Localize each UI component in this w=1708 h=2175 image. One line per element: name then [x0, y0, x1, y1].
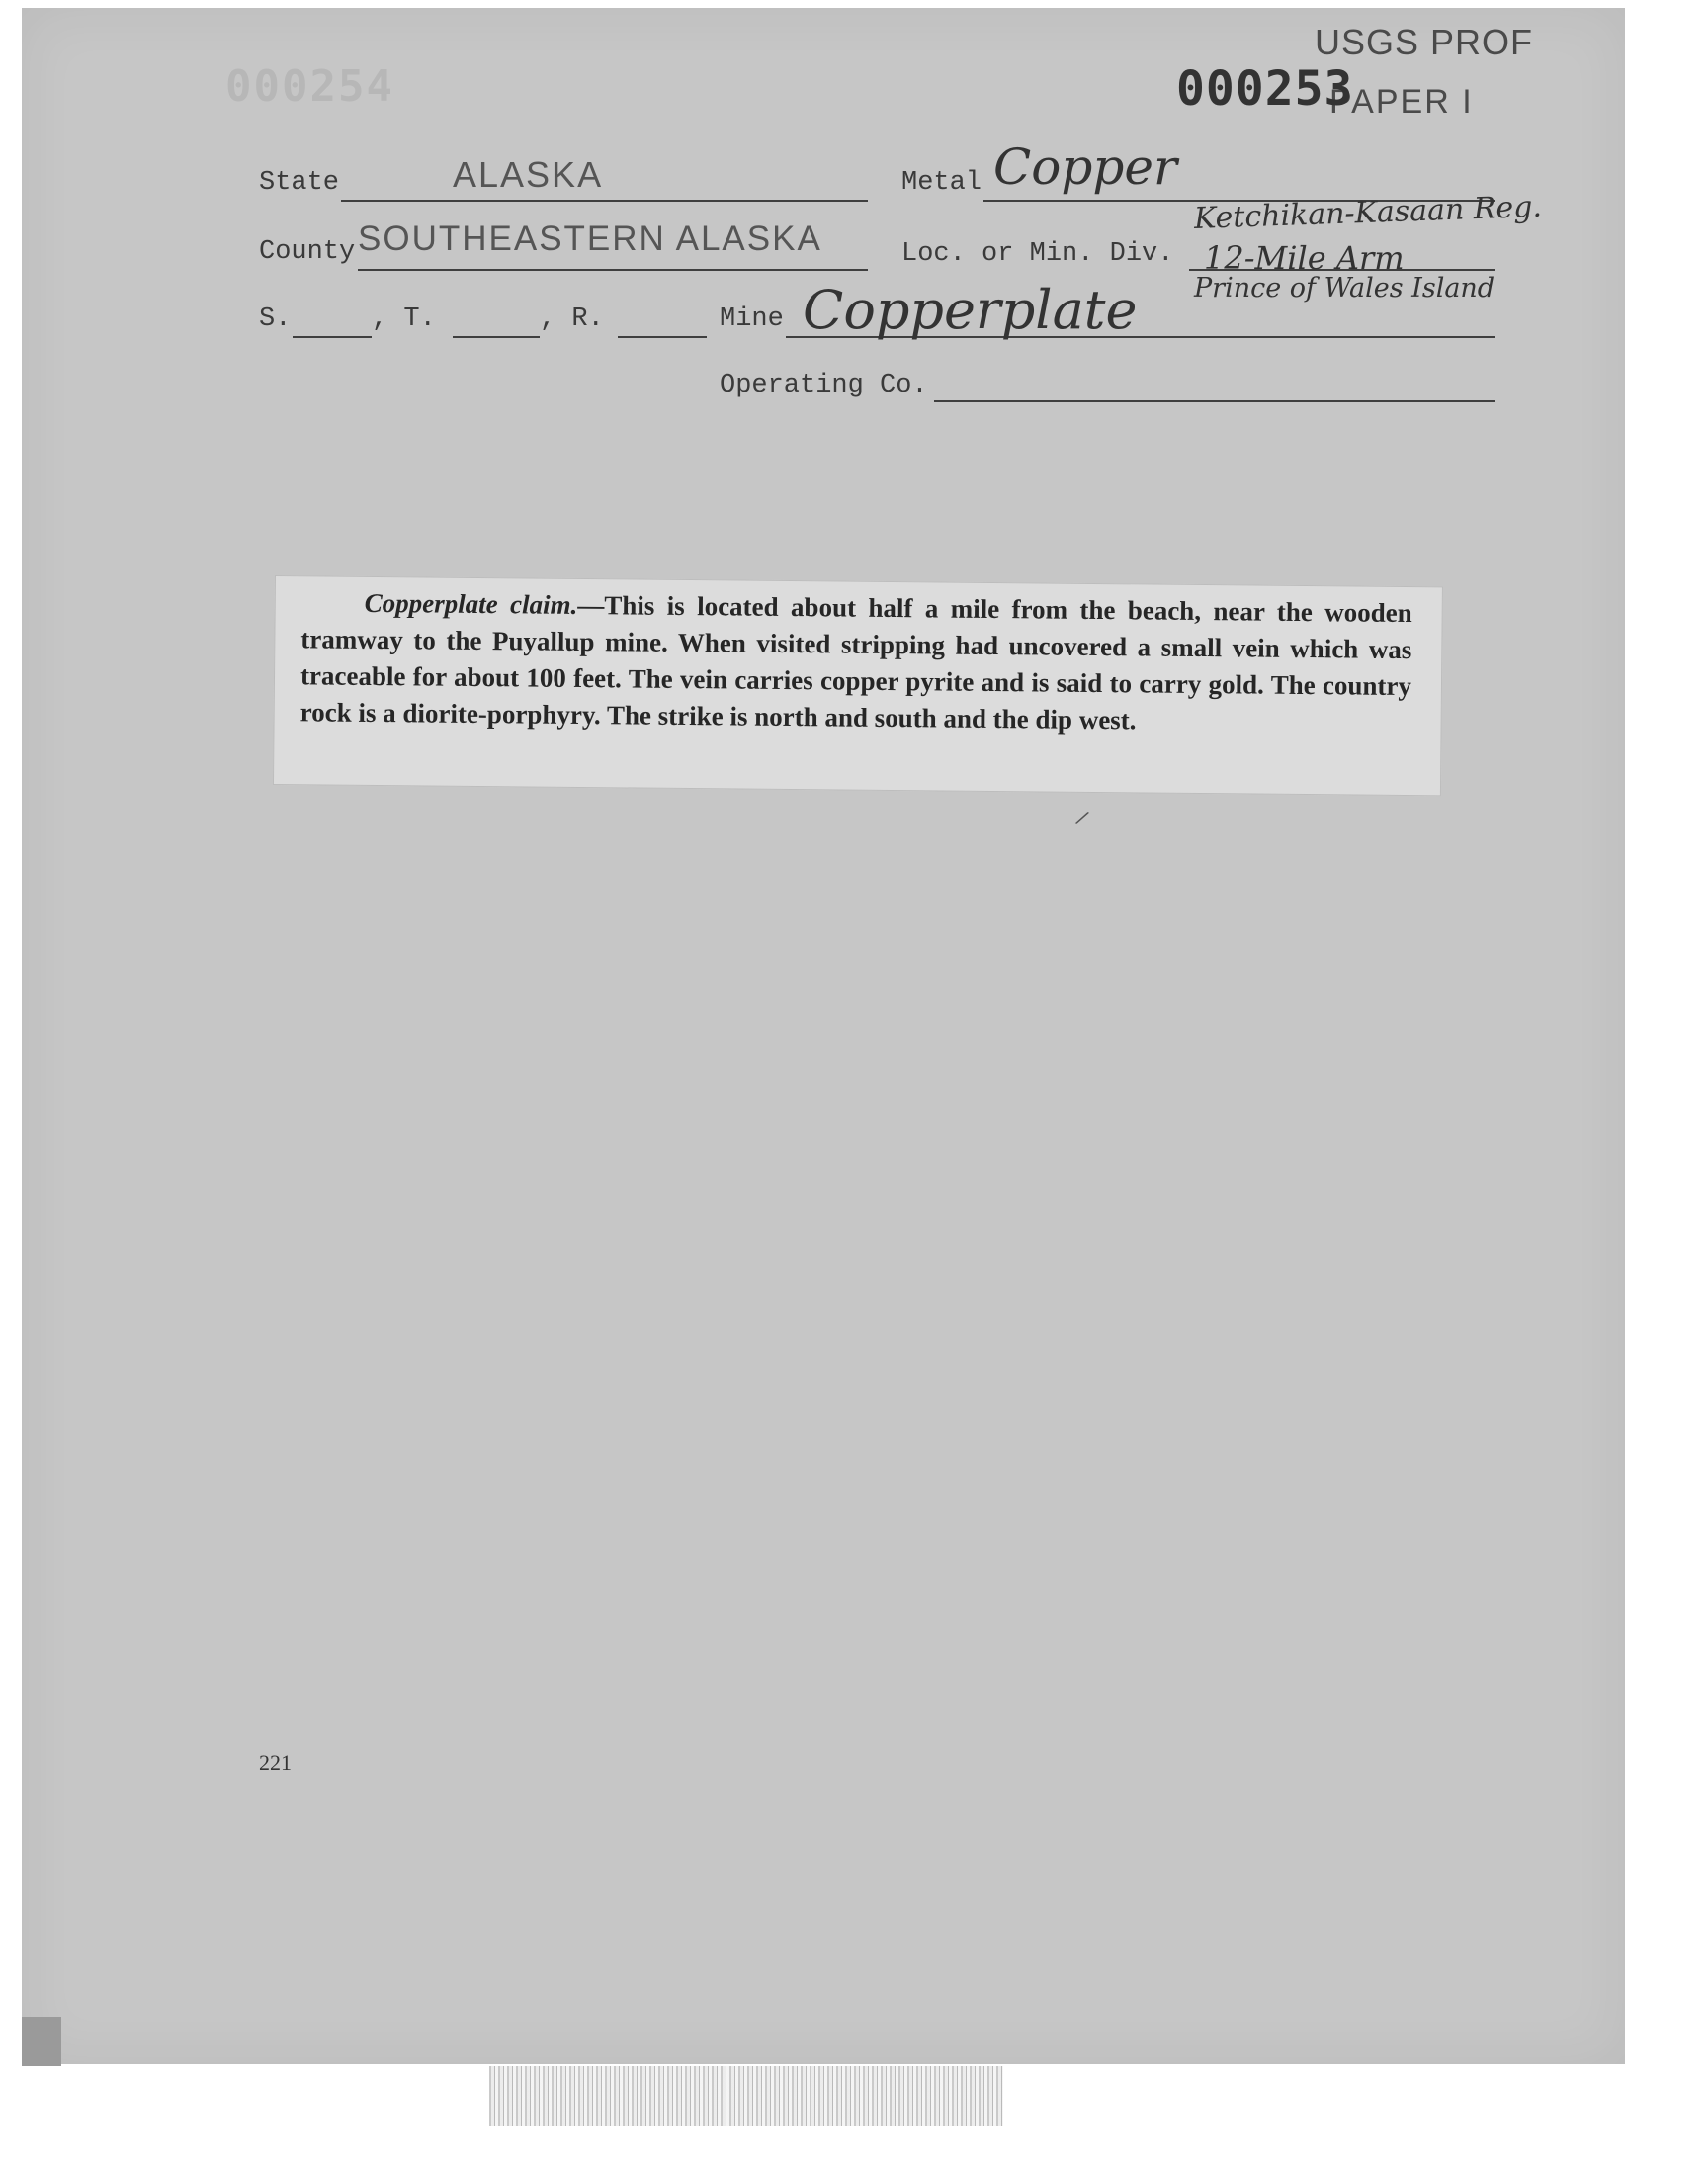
clipping-title: Copperplate claim. — [364, 587, 578, 620]
operating-co-line — [934, 400, 1495, 402]
pasted-clipping — [273, 575, 1443, 796]
section-label: S. — [259, 304, 292, 334]
metal-label: Metal — [901, 168, 982, 198]
state-line — [341, 200, 868, 202]
document-number-stamp: 000253 — [1176, 61, 1354, 117]
stray-pen-mark: / — [1071, 807, 1091, 833]
page-number: 221 — [259, 1750, 292, 1775]
section-line — [293, 336, 372, 338]
range-label: , R. — [540, 304, 604, 334]
loc-value-3: Prince of Wales Island — [1194, 273, 1495, 304]
range-line — [618, 336, 707, 338]
county-value: SOUTHEASTERN ALASKA — [358, 219, 822, 258]
county-label: County — [259, 237, 356, 267]
county-line — [358, 269, 868, 271]
card-shadow-edge — [22, 2017, 61, 2066]
loc-label: Loc. or Min. Div. — [901, 239, 1174, 269]
loc-value-1: Ketchikan-Kasaan Reg. — [1193, 189, 1543, 236]
paper-stamp: PAPER I — [1329, 83, 1474, 121]
township-label: , T. — [372, 304, 436, 334]
clipping-body: —This is located about half a mile from the beach, near the wooden tramway to the Puyallup mine. When visited stripping had uncovered a small vein which was traceable for about 100 feet. The vein carries copper pyrite and is said to carry gold. The country rock is a diorite-porphyry. The strike is north and south and the dip west. — [299, 589, 1412, 736]
usgs-stamp: USGS PROF — [1315, 22, 1534, 62]
state-value: ALASKA — [453, 154, 604, 195]
operating-co-label: Operating Co. — [720, 371, 928, 400]
township-line — [453, 336, 540, 338]
faint-stamp-number: 000254 — [225, 61, 394, 112]
clipping-text — [299, 584, 1411, 741]
loc-value-2: 12-Mile Arm — [1204, 239, 1405, 277]
scan-artifact-strip — [489, 2066, 1003, 2126]
state-label: State — [259, 168, 340, 198]
mine-label: Mine — [720, 304, 784, 334]
mine-value: Copperplate — [803, 279, 1138, 341]
metal-value: Copper — [993, 138, 1177, 196]
